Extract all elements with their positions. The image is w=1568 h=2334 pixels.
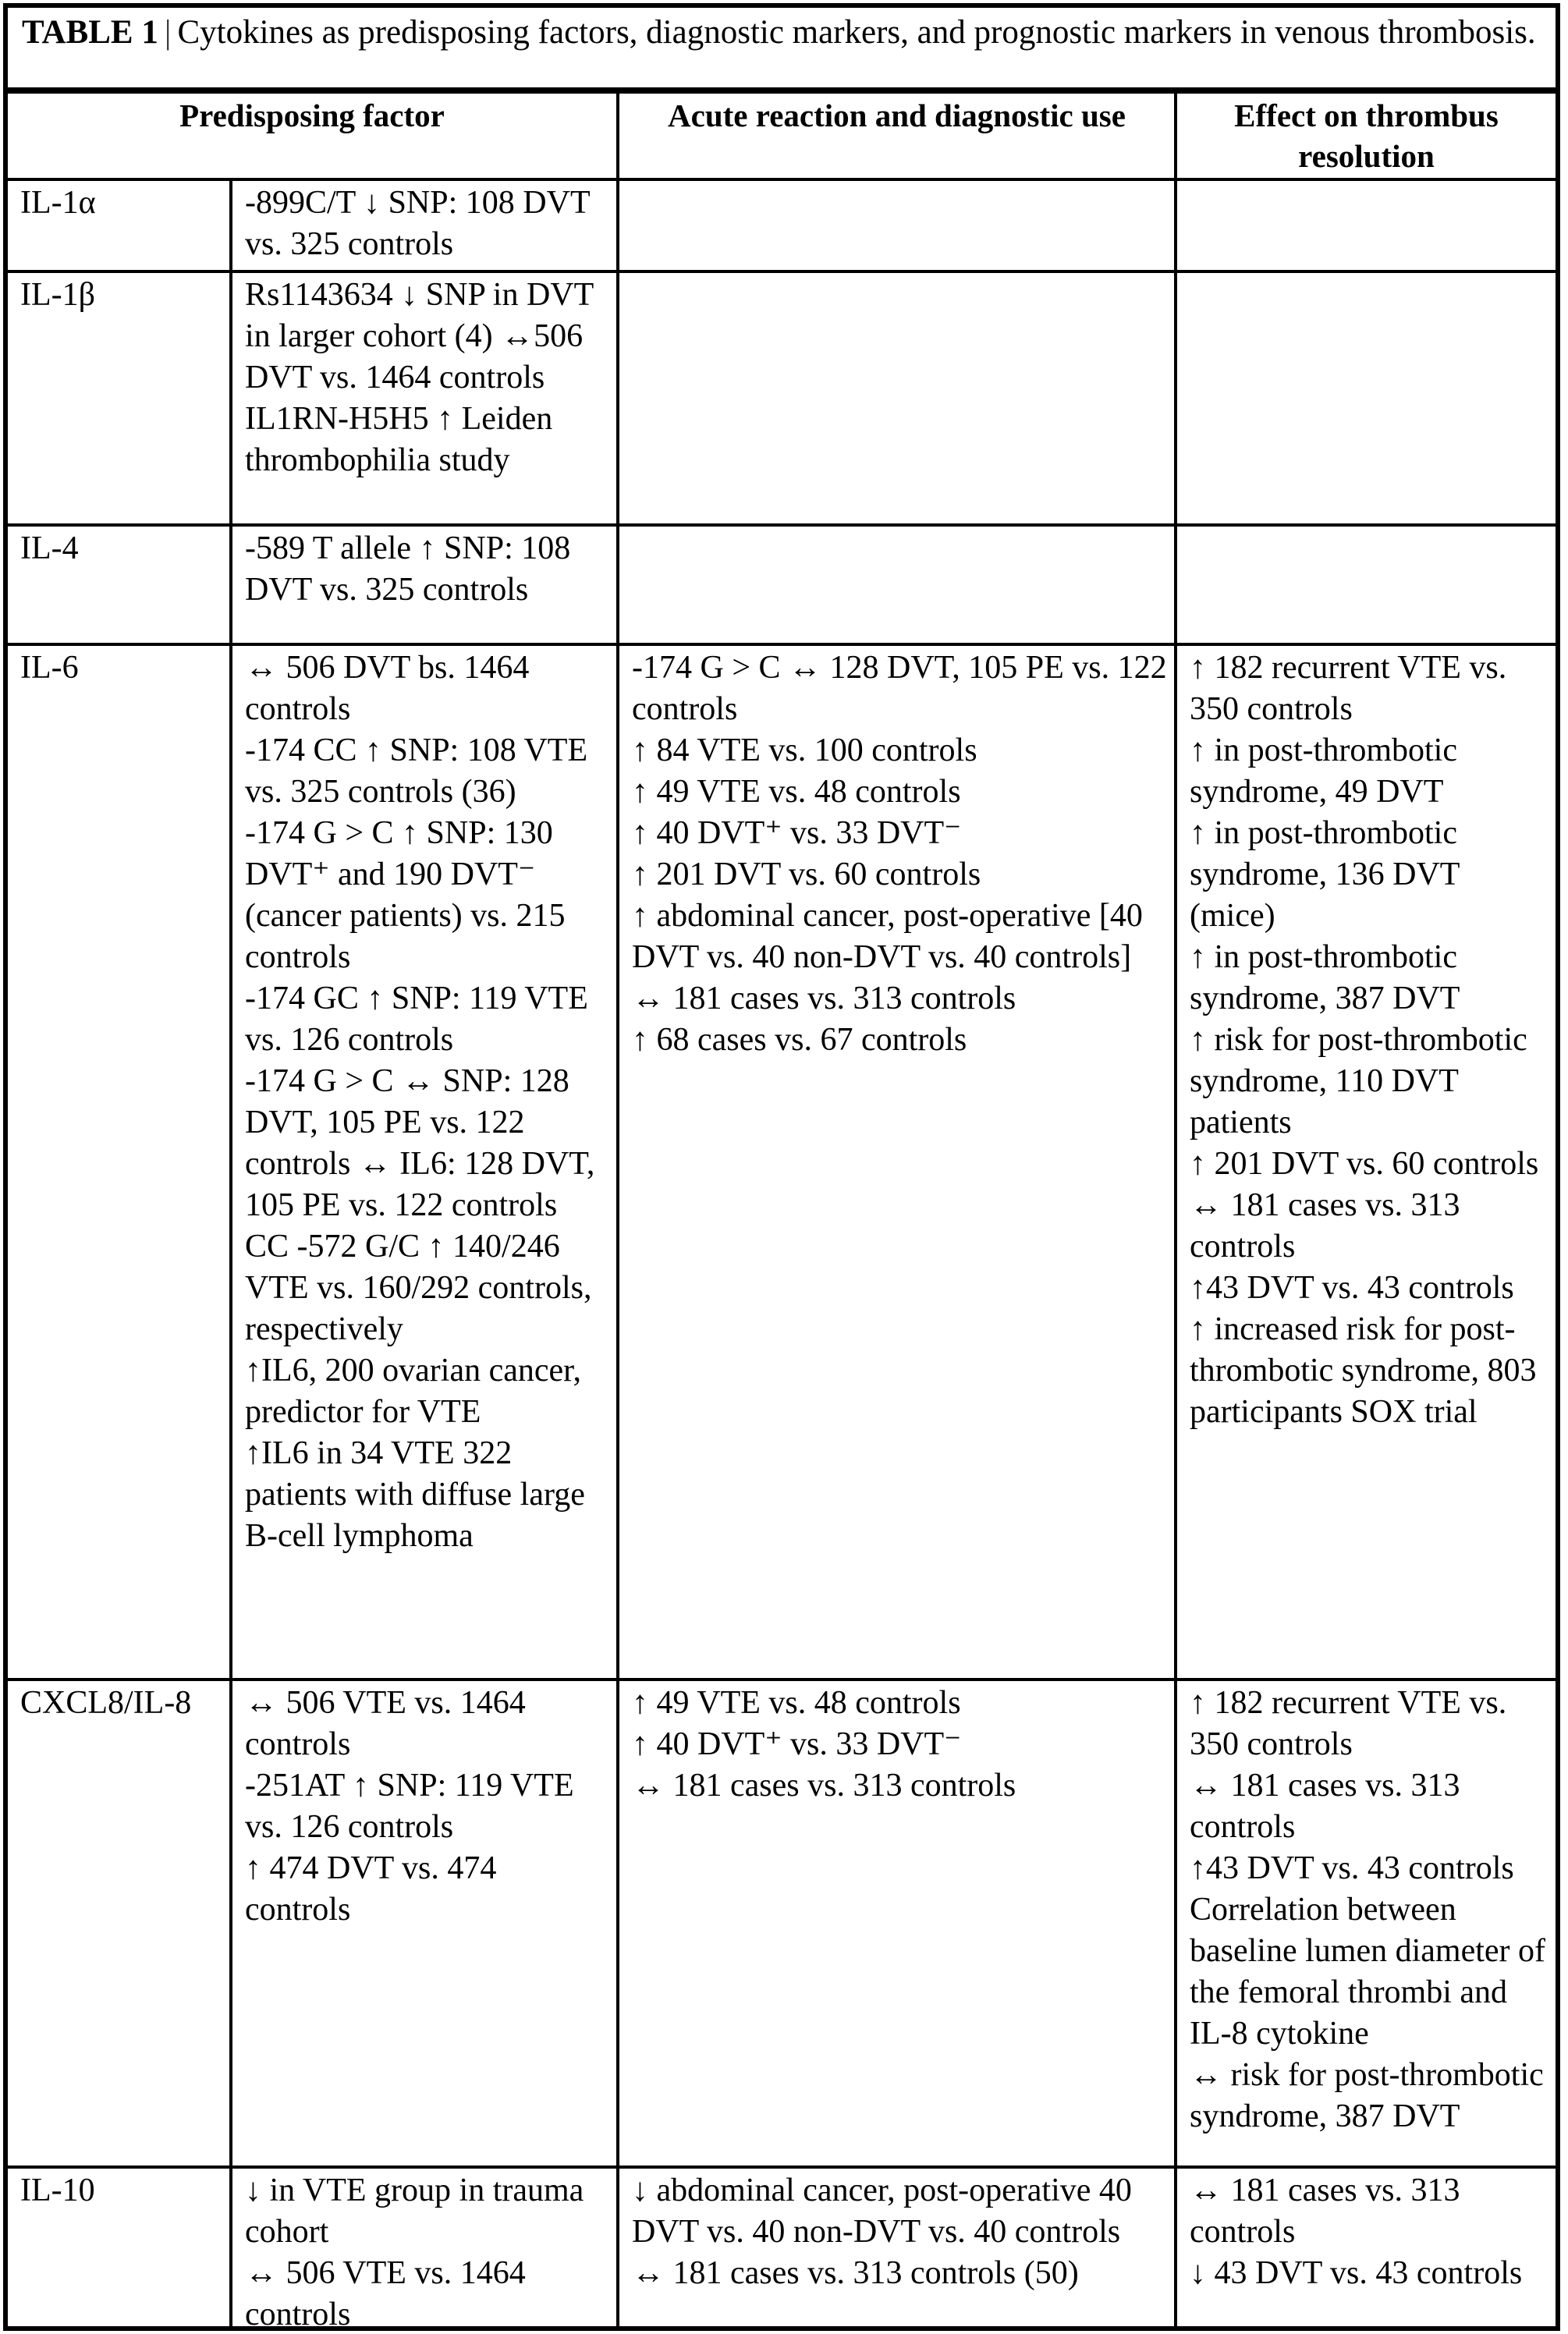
cell-entry: ↔ 181 cases vs. 313 controls xyxy=(632,981,1016,1016)
table-row-il1b xyxy=(8,273,1556,527)
table-row-il1a xyxy=(8,181,1556,273)
predisposing-cell xyxy=(232,646,619,1678)
cell-entry: ↔ 506 VTE vs. 1464 controls xyxy=(245,2255,526,2331)
cell-entry: CC -572 G/C ↑ 140/246 VTE vs. 160/292 controls, respectively xyxy=(245,1229,592,1347)
acute-cell xyxy=(619,1681,1177,2166)
cell-entry: ↑ 182 recurrent VTE vs. 350 controls xyxy=(1190,650,1507,727)
cell-entry: ↑ 68 cases vs. 67 controls xyxy=(632,1022,967,1058)
cell-entry: IL1RN-H5H5 ↑ Leiden thrombophilia study xyxy=(245,401,553,478)
cell-entry: ↑ 182 recurrent VTE vs. 350 controls xyxy=(1190,1685,1507,1762)
table-row-cxcl8-il8 xyxy=(8,1681,1556,2169)
cell-entry: ↓ 43 DVT vs. 43 controls xyxy=(1190,2255,1523,2291)
cytokine-name: CXCL8/IL-8 xyxy=(8,1681,232,2166)
predisposing-cell xyxy=(232,527,619,643)
cell-entry: ↑ in post-thrombotic syndrome, 136 DVT (mice) xyxy=(1190,815,1460,934)
cell-entry: -899C/T ↓ SNP: 108 DVT vs. 325 controls xyxy=(245,185,590,262)
effect-cell xyxy=(1177,2169,1556,2331)
cell-entry: ↑ in post-thrombotic syndrome, 49 DVT xyxy=(1190,732,1457,810)
table-caption-text: Cytokines as predisposing factors, diagnostic markers, and prognostic markers in venous thrombosis. xyxy=(177,14,1536,51)
cell-entry: ↑ 474 DVT vs. 474 controls xyxy=(245,1850,497,1928)
cell-entry: ↑ increased risk for post-thrombotic syndrome, 803 participants SOX trial xyxy=(1190,1311,1537,1430)
cell-entry: ↑ 40 DVT⁺ vs. 33 DVT⁻ xyxy=(632,1726,962,1762)
cell-entry: -174 GC ↑ SNP: 119 VTE vs. 126 controls xyxy=(245,981,588,1058)
cell-entry: ↑ 49 VTE vs. 48 controls xyxy=(632,1685,961,1721)
table-header-row xyxy=(8,94,1556,181)
cell-entry: ↔ 506 DVT bs. 1464 controls xyxy=(245,650,530,727)
cell-entry: ↑ risk for post-thrombotic syndrome, 110 DVT patients xyxy=(1190,1022,1527,1140)
predisposing-cell xyxy=(232,273,619,523)
cell-entry: -251AT ↑ SNP: 119 VTE vs. 126 controls xyxy=(245,1768,574,1845)
cell-entry: ↔ 181 cases vs. 313 controls xyxy=(632,1768,1016,1804)
cell-entry: ↑ 201 DVT vs. 60 controls xyxy=(1190,1146,1539,1182)
cell-entry: ↑ 201 DVT vs. 60 controls xyxy=(632,857,981,892)
cell-entry: ↓ abdominal cancer, post-operative 40 DVT vs. 40 non-DVT vs. 40 controls xyxy=(632,2173,1132,2250)
cell-entry: ↑ 84 VTE vs. 100 controls xyxy=(632,732,977,768)
predisposing-cell xyxy=(232,181,619,270)
acute-cell xyxy=(619,527,1177,643)
effect-cell xyxy=(1177,181,1556,270)
cell-entry: ↑43 DVT vs. 43 controls xyxy=(1190,1270,1514,1306)
cytokine-name: IL-6 xyxy=(8,646,232,1678)
cell-entry: -174 G > C ↔ SNP: 128 DVT, 105 PE vs. 122 controls ↔ IL6: 128 DVT, 105 PE vs. 122 controls xyxy=(245,1063,595,1223)
column-header-predisposing-factor: Predisposing factor xyxy=(8,94,619,178)
cell-entry: ↔ 181 cases vs. 313 controls xyxy=(1190,2173,1460,2250)
cytokine-name: IL-1α xyxy=(8,181,232,270)
cell-entry: -174 G > C ↑ SNP: 130 DVT⁺ and 190 DVT⁻ (cancer patients) vs. 215 controls xyxy=(245,815,566,975)
cell-entry: ↑IL6, 200 ovarian cancer, predictor for VTE xyxy=(245,1353,581,1430)
cell-entry: ↔ 181 cases vs. 313 controls xyxy=(1190,1187,1460,1265)
cytokine-name: IL-1β xyxy=(8,273,232,523)
caption-separator: | xyxy=(164,14,172,51)
table-number: TABLE 1 xyxy=(22,14,158,51)
cell-entry: ↑ in post-thrombotic syndrome, 387 DVT xyxy=(1190,939,1460,1016)
cell-entry: ↔ 181 cases vs. 313 controls (50) xyxy=(632,2255,1079,2291)
cell-entry: ↑ 49 VTE vs. 48 controls xyxy=(632,774,961,810)
cell-entry: -174 CC ↑ SNP: 108 VTE vs. 325 controls (36) xyxy=(245,732,588,810)
acute-cell xyxy=(619,181,1177,270)
cytokine-name: IL-4 xyxy=(8,527,232,643)
predisposing-cell xyxy=(232,2169,619,2331)
predisposing-cell xyxy=(232,1681,619,2166)
cell-entry: ↓ in VTE group in trauma cohort xyxy=(245,2173,584,2250)
cell-entry: ↑ 40 DVT⁺ vs. 33 DVT⁻ xyxy=(632,815,962,851)
effect-cell xyxy=(1177,646,1556,1678)
table-row-il4 xyxy=(8,527,1556,646)
acute-cell xyxy=(619,273,1177,523)
column-header-acute-reaction: Acute reaction and diagnostic use xyxy=(619,94,1177,178)
acute-cell xyxy=(619,2169,1177,2331)
cell-entry: Rs1143634 ↓ SNP in DVT in larger cohort (4) ↔506 DVT vs. 1464 controls xyxy=(245,277,594,396)
cell-entry: ↑ abdominal cancer, post-operative [40 DVT vs. 40 non-DVT vs. 40 controls] xyxy=(632,898,1143,975)
cell-entry: ↑IL6 in 34 VTE 322 patients with diffuse large B-cell lymphoma xyxy=(245,1435,585,1554)
cell-entry: -174 G > C ↔ 128 DVT, 105 PE vs. 122 controls xyxy=(632,650,1167,727)
table-row-il10 xyxy=(8,2169,1556,2331)
cell-entry: ↑43 DVT vs. 43 controls xyxy=(1190,1850,1514,1886)
table-caption xyxy=(8,8,1556,94)
acute-cell xyxy=(619,646,1177,1678)
cell-entry: ↔ 506 VTE vs. 1464 controls xyxy=(245,1685,526,1762)
cell-entry: ↔ risk for post-thrombotic syndrome, 387 DVT xyxy=(1190,2057,1544,2134)
cytokines-table xyxy=(3,3,1560,2331)
effect-cell xyxy=(1177,1681,1556,2166)
effect-cell xyxy=(1177,527,1556,643)
cell-entry: -589 T allele ↑ SNP: 108 DVT vs. 325 controls xyxy=(245,530,571,608)
cell-entry: Correlation between baseline lumen diameter of the femoral thrombi and IL-8 cytokine xyxy=(1190,1892,1545,2052)
cell-entry: ↔ 181 cases vs. 313 controls xyxy=(1190,1768,1460,1845)
cytokine-name: IL-10 xyxy=(8,2169,232,2331)
column-header-effect-thrombus-resolution: Effect on thrombus resolution xyxy=(1234,98,1499,174)
effect-cell xyxy=(1177,273,1556,523)
table-row-il6 xyxy=(8,646,1556,1681)
